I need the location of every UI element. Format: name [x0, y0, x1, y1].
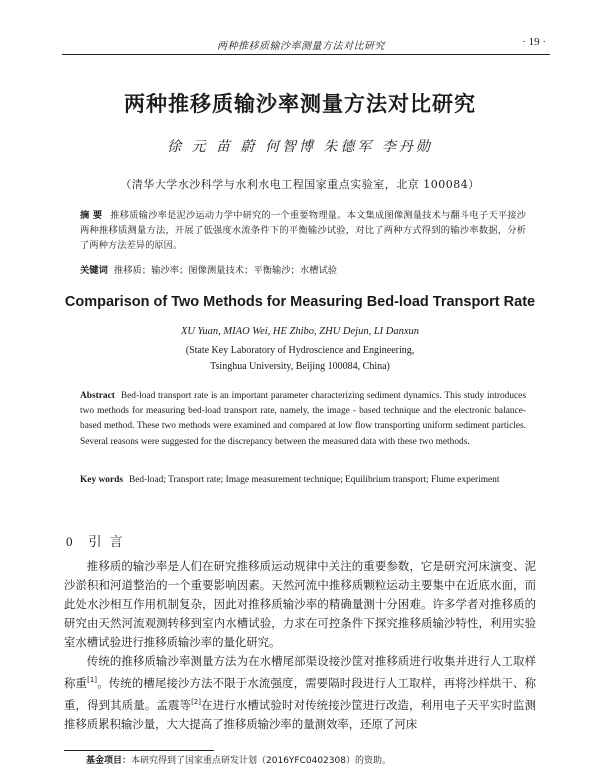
section-title: 引 言 — [88, 535, 125, 550]
introduction-body — [64, 557, 536, 734]
section-heading-introduction — [66, 531, 125, 550]
citation-ref-1[interactable]: [1] — [87, 676, 98, 684]
running-header — [62, 36, 550, 55]
running-title: 两种推移质输沙率测量方法对比研究 — [217, 41, 385, 52]
keywords-chinese — [80, 263, 526, 278]
paragraph-2 — [64, 652, 536, 734]
abstract-chinese-text: 推移质输沙率是泥沙运动力学中研究的一个重要物理量。本文集成图像测量技术与翻斗电子天平接沙两种推移质测量方法，开展了低强度水流条件下的平衡输沙试验，对比了两种方式得到的输沙率数据，分析了两种方法差异的原因。 — [80, 210, 526, 252]
affiliation-english-line1: (State Key Laboratory of Hydroscience and Engineering, — [185, 345, 415, 356]
authors-english: XU Yuan, MIAO Wei, HE Zhibo, ZHU Dejun, LI Danxun — [180, 326, 420, 337]
keywords-english — [80, 473, 526, 488]
paragraph-1: 推移质的输沙率是人们在研究推移质运动规律中关注的重要参数，它是研究河床演变、泥沙淤积和河道整治的一个重要影响因素。天然河流中推移质颗粒运动主要集中在近底水面，而此处水沙相互作用机制复杂，因此对推移质输沙率的精确量测十分困难。许多学者对推移质的研究由天然河流观测转移到室内水槽试验，力求在可控条件下探究推移质输沙特性，利用实验室水槽试验进行推移质输沙率的量化研究。 — [64, 559, 536, 649]
abstract-english-label: Abstract — [80, 391, 115, 401]
footnote-text: 本研究得到了国家重点研发计划（2016YFC0402308）的资助。 — [131, 756, 391, 766]
keywords-english-label: Key words — [80, 475, 123, 485]
footnote-divider — [64, 750, 214, 751]
abstract-english — [80, 389, 526, 450]
title-english: Comparison of Two Methods for Measuring Bed-load Transport Rate — [64, 294, 536, 310]
keywords-english-text: Bed-load; Transport rate; Image measurement technique; Equilibrium transport; Flume experiment — [128, 475, 500, 485]
paragraph-2-part-a: 传统的推移质输沙率测量方法为在水槽尾部渠设接沙筐对推移质进行收集并进行人工取样称重 — [64, 654, 536, 690]
title-chinese: 两种推移质输沙率测量方法对比研究 — [124, 92, 476, 116]
footnote-label: 基金项目： — [86, 756, 132, 766]
citation-ref-2[interactable]: [2] — [191, 697, 201, 706]
keywords-chinese-text: 推移质；输沙率；图像测量技术；平衡输沙；水槽试验 — [113, 265, 338, 276]
abstract-chinese — [80, 208, 526, 254]
affiliation-english-line2: Tsinghua University, Beijing 100084, China) — [210, 361, 390, 372]
abstract-chinese-label: 摘 要 — [80, 210, 103, 221]
affiliation-chinese: （清华大学水沙科学与水利水电工程国家重点实验室，北京 100084） — [120, 178, 480, 191]
paragraph-2-part-c: 在进行水槽试验时对传统接沙筐进行改造，利用电子天平实时监测推移质累积输沙量，大大提高了推移质输沙率的量测效率，还原了河床 — [64, 697, 536, 731]
abstract-english-text: Bed-load transport rate is an important parameter characterizing sediment dynamics. This study introduces two methods for measuring bed-load transport rate, namely, the image - based technique and the electronic balance-based method. These two methods were examined and compared at low flow transporting uniform sediment particles. Several reasons were suggested for the discrepancy between the measured data with these two methods. — [80, 391, 526, 447]
authors-chinese: 徐 元 苗 蔚 何智博 朱德军 李丹勋 — [167, 139, 433, 155]
section-number: 0 — [66, 534, 75, 549]
paragraph-2-part-b: 。传统的槽尾接沙方法不限于水流强度，需要隔时段进行人工取样，再将沙样烘干、称重，得到其质量。孟震等 — [64, 675, 536, 712]
footnote-funding — [86, 753, 391, 766]
page-number: · 19 · — [522, 36, 546, 48]
keywords-chinese-label: 关键词 — [80, 265, 108, 276]
